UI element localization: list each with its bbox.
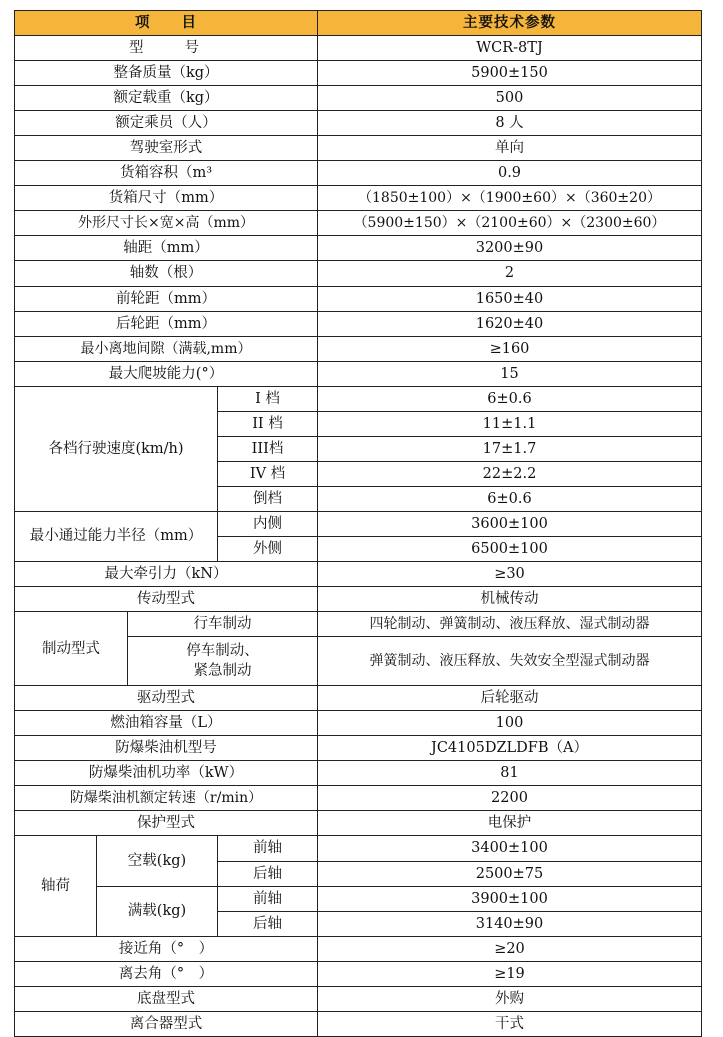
- brake-parking-label-line2: 紧急制动: [193, 663, 252, 680]
- table-row: [15, 612, 702, 637]
- row-label: 轴距（mm）: [15, 236, 318, 261]
- gear-label: II 档: [218, 411, 318, 436]
- row-label: 型 号: [15, 36, 318, 61]
- spec-table: [14, 10, 702, 1037]
- row-label: 最大爬坡能力(°）: [15, 361, 318, 386]
- axle-full-label: 满载(kg): [97, 886, 218, 936]
- row-value: 2: [318, 261, 702, 286]
- header-row: [15, 11, 702, 36]
- row-label: 防爆柴油机型号: [15, 736, 318, 761]
- axle-empty-rear-label: 后轴: [218, 861, 318, 886]
- table-row: [15, 961, 702, 986]
- row-label: 接近角（° ）: [15, 936, 318, 961]
- row-label: 货箱尺寸（mm）: [15, 186, 318, 211]
- row-label: 底盘型式: [15, 986, 318, 1011]
- table-row: [15, 686, 702, 711]
- row-value: JC4105DZLDFB（A）: [318, 736, 702, 761]
- turning-value: 6500±100: [318, 536, 702, 561]
- speed-label: 各档行驶速度(km/h): [15, 386, 218, 511]
- table-row: [15, 936, 702, 961]
- brake-parking-label: [128, 637, 318, 686]
- row-label: 保护型式: [15, 811, 318, 836]
- row-label: 最小离地间隙（满载,mm）: [15, 336, 318, 361]
- table-row: [15, 211, 702, 236]
- axle-full-rear-label: 后轴: [218, 911, 318, 936]
- turning-side: 外侧: [218, 536, 318, 561]
- row-value: （5900±150）×（2100±60）×（2300±60）: [318, 211, 702, 236]
- row-label: 防爆柴油机额定转速（r/min）: [15, 786, 318, 811]
- row-label: 外形尺寸长×宽×高（mm）: [15, 211, 318, 236]
- row-label: 驾驶室形式: [15, 136, 318, 161]
- row-value: 81: [318, 761, 702, 786]
- row-label: 额定载重（kg）: [15, 86, 318, 111]
- row-label: 离去角（° ）: [15, 961, 318, 986]
- row-label: 后轮距（mm）: [15, 311, 318, 336]
- row-value: 500: [318, 86, 702, 111]
- table-row: [15, 136, 702, 161]
- row-value: 后轮驱动: [318, 686, 702, 711]
- axle-full-front-value: 3900±100: [318, 886, 702, 911]
- row-label: 防爆柴油机功率（kW）: [15, 761, 318, 786]
- row-value: 0.9: [318, 161, 702, 186]
- turning-label: 最小通过能力半径（mm）: [15, 511, 218, 561]
- row-value: 外购: [318, 986, 702, 1011]
- traction-value: ≥30: [318, 562, 702, 587]
- table-row: [15, 736, 702, 761]
- row-value: 电保护: [318, 811, 702, 836]
- transmission-label: 传动型式: [15, 587, 318, 612]
- row-label: 整备质量（kg）: [15, 61, 318, 86]
- gear-value: 17±1.7: [318, 436, 702, 461]
- brake-label: 制动型式: [15, 612, 128, 686]
- axle-empty-front-value: 3400±100: [318, 836, 702, 861]
- row-value: （1850±100）×（1900±60）×（360±20）: [318, 186, 702, 211]
- axle-empty-rear-value: 2500±75: [318, 861, 702, 886]
- table-row: [15, 886, 702, 911]
- row-value: 干式: [318, 1011, 702, 1036]
- row-value: 1650±40: [318, 286, 702, 311]
- table-row: [15, 386, 702, 411]
- row-value: 15: [318, 361, 702, 386]
- table-row: [15, 311, 702, 336]
- row-value: 单向: [318, 136, 702, 161]
- row-label: 离合器型式: [15, 1011, 318, 1036]
- row-value: ≥160: [318, 336, 702, 361]
- table-row: [15, 261, 702, 286]
- table-row: [15, 711, 702, 736]
- table-row: [15, 161, 702, 186]
- row-value: 5900±150: [318, 61, 702, 86]
- row-label: 驱动型式: [15, 686, 318, 711]
- table-row: [15, 511, 702, 536]
- table-row: [15, 286, 702, 311]
- gear-label: I 档: [218, 386, 318, 411]
- row-label: 轴数（根）: [15, 261, 318, 286]
- gear-label: IV 档: [218, 461, 318, 486]
- brake-parking-label-line1: 停车制动、: [186, 643, 259, 660]
- gear-value: 11±1.1: [318, 411, 702, 436]
- row-value: ≥19: [318, 961, 702, 986]
- turning-side: 内侧: [218, 511, 318, 536]
- row-value: 2200: [318, 786, 702, 811]
- table-row: [15, 761, 702, 786]
- axle-empty-front-label: 前轴: [218, 836, 318, 861]
- table-row: [15, 86, 702, 111]
- brake-service-value: 四轮制动、弹簧制动、液压释放、湿式制动器: [318, 612, 702, 637]
- table-row: [15, 61, 702, 86]
- table-row: [15, 786, 702, 811]
- table-row: [15, 236, 702, 261]
- brake-parking-value: 弹簧制动、液压释放、失效安全型湿式制动器: [318, 637, 702, 686]
- row-label: 燃油箱容量（L）: [15, 711, 318, 736]
- row-value: WCR-8TJ: [318, 36, 702, 61]
- traction-label: 最大牵引力（kN）: [15, 562, 318, 587]
- row-label: 前轮距（mm）: [15, 286, 318, 311]
- row-label: 额定乘员（人）: [15, 111, 318, 136]
- table-row: [15, 562, 702, 587]
- row-value: 100: [318, 711, 702, 736]
- table-row: [15, 336, 702, 361]
- table-row: [15, 836, 702, 861]
- row-value: 8 人: [318, 111, 702, 136]
- table-row: [15, 361, 702, 386]
- axle-full-front-label: 前轴: [218, 886, 318, 911]
- row-value: ≥20: [318, 936, 702, 961]
- spec-table-wrapper: [14, 10, 701, 1037]
- row-label: 货箱容积（m³: [15, 161, 318, 186]
- header-item: 项 目: [15, 11, 318, 36]
- table-row: [15, 36, 702, 61]
- gear-value: 6±0.6: [318, 486, 702, 511]
- table-row: [15, 111, 702, 136]
- axle-full-rear-value: 3140±90: [318, 911, 702, 936]
- table-row: [15, 986, 702, 1011]
- gear-label: III档: [218, 436, 318, 461]
- row-value: 1620±40: [318, 311, 702, 336]
- table-row: [15, 186, 702, 211]
- table-row: [15, 587, 702, 612]
- transmission-value: 机械传动: [318, 587, 702, 612]
- gear-value: 22±2.2: [318, 461, 702, 486]
- brake-service-label: 行车制动: [128, 612, 318, 637]
- gear-value: 6±0.6: [318, 386, 702, 411]
- axle-empty-label: 空载(kg): [97, 836, 218, 886]
- axle-label: 轴荷: [15, 836, 97, 936]
- gear-label: 倒档: [218, 486, 318, 511]
- table-row: [15, 811, 702, 836]
- row-value: 3200±90: [318, 236, 702, 261]
- header-params: 主要技术参数: [318, 11, 702, 36]
- turning-value: 3600±100: [318, 511, 702, 536]
